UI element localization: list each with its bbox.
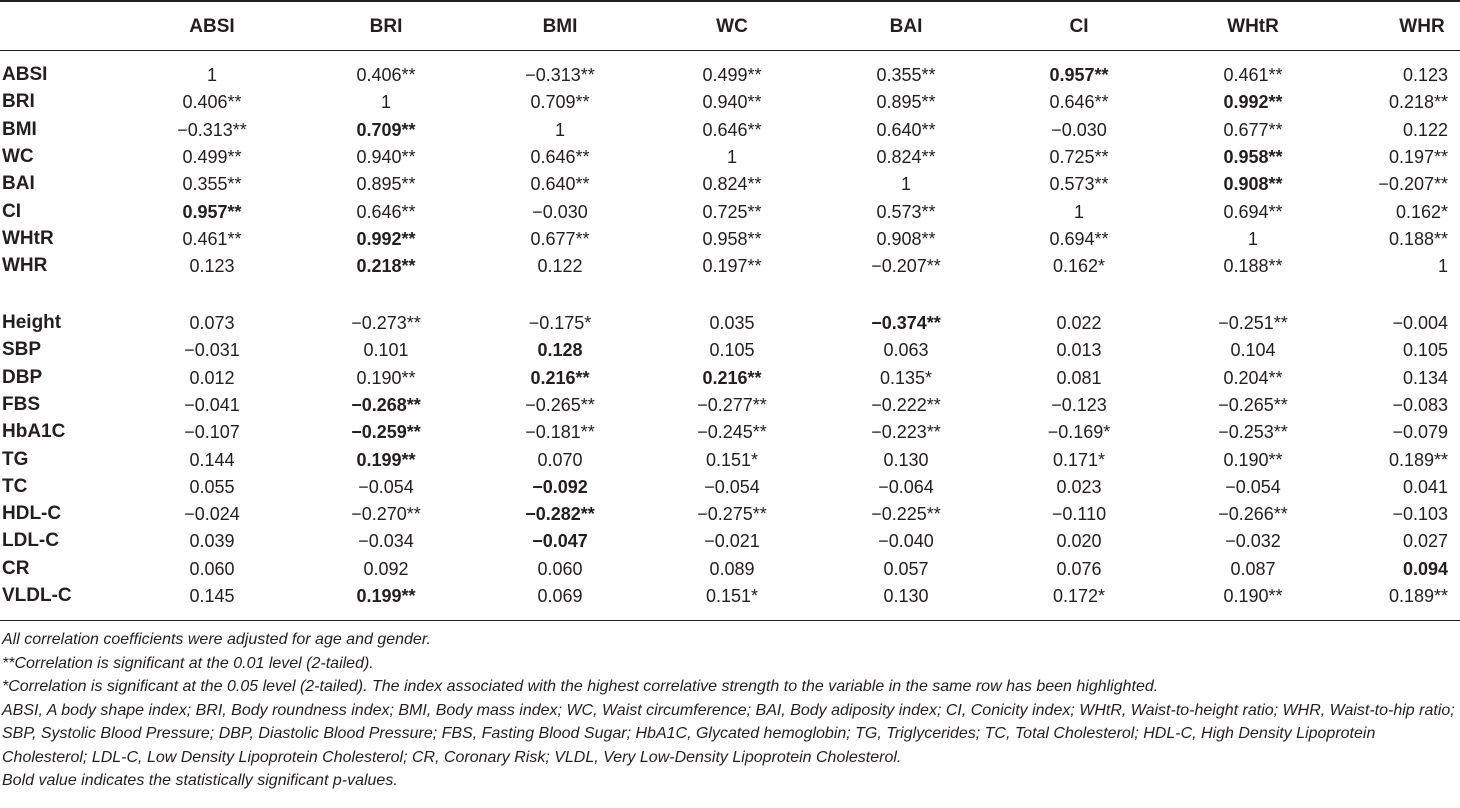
table-cell: 0.012 bbox=[189, 368, 235, 388]
table-cell: 0.355** bbox=[876, 65, 936, 85]
table-cell: 0.172* bbox=[1052, 586, 1106, 606]
table-cell: 0.725** bbox=[702, 202, 762, 222]
table-cell: −0.207** bbox=[871, 256, 941, 276]
table-cell: 0.204** bbox=[1223, 368, 1283, 388]
table-cell: 0.197** bbox=[1388, 147, 1448, 167]
row-label: Height bbox=[2, 312, 62, 333]
table-cell: 1 bbox=[554, 120, 566, 140]
table-cell: −0.253** bbox=[1218, 422, 1288, 442]
footnote: All correlation coefficients were adjusted for age and gender. bbox=[2, 631, 431, 648]
column-header: CI bbox=[1069, 16, 1089, 37]
row-label: SBP bbox=[2, 339, 42, 360]
table-cell: 0.134 bbox=[1402, 368, 1448, 388]
table-top-rule bbox=[0, 0, 1460, 2]
table-cell: 0.122 bbox=[537, 256, 583, 276]
table-cell: 0.216** bbox=[702, 368, 762, 388]
table-cell: 1 bbox=[380, 92, 392, 112]
row-label: BRI bbox=[2, 91, 35, 112]
table-cell: 0.123 bbox=[189, 256, 235, 276]
column-header: BRI bbox=[369, 16, 403, 37]
table-cell: 0.039 bbox=[189, 531, 235, 551]
table-cell: 0.957** bbox=[1049, 65, 1109, 85]
table-cell: 0.092 bbox=[363, 559, 409, 579]
table-cell: −0.083 bbox=[1392, 395, 1448, 415]
table-cell: 0.162* bbox=[1052, 256, 1106, 276]
table-cell: 1 bbox=[1437, 256, 1448, 276]
table-cell: −0.268** bbox=[351, 395, 421, 415]
table-cell: −0.034 bbox=[358, 531, 414, 551]
table-cell: 0.461** bbox=[182, 229, 242, 249]
table-cell: 0.709** bbox=[356, 120, 416, 140]
table-cell: −0.270** bbox=[351, 504, 421, 524]
table-cell: 0.218** bbox=[356, 256, 416, 276]
row-label: WHR bbox=[2, 255, 48, 276]
column-header: WHtR bbox=[1227, 16, 1279, 37]
table-cell: 0.013 bbox=[1056, 340, 1102, 360]
table-cell: −0.032 bbox=[1225, 531, 1281, 551]
column-header: BAI bbox=[889, 16, 923, 37]
table-cell: 1 bbox=[1073, 202, 1085, 222]
table-cell: −0.047 bbox=[532, 531, 588, 551]
table-cell: 0.646** bbox=[530, 147, 590, 167]
table-cell: −0.123 bbox=[1051, 395, 1107, 415]
table-cell: 0.640** bbox=[530, 174, 590, 194]
table-cell: 0.694** bbox=[1049, 229, 1109, 249]
table-cell: −0.273** bbox=[351, 313, 421, 333]
table-cell: 0.020 bbox=[1056, 531, 1102, 551]
table-cell: 0.130 bbox=[883, 450, 929, 470]
row-label: BAI bbox=[2, 173, 35, 194]
column-header: WHR bbox=[1399, 16, 1445, 37]
row-label: TG bbox=[2, 449, 29, 470]
table-cell: 0.123 bbox=[1402, 65, 1448, 85]
table-cell: 1 bbox=[726, 147, 738, 167]
table-cell: 0.188** bbox=[1388, 229, 1448, 249]
table-cell: 0.069 bbox=[537, 586, 583, 606]
table-cell: 0.218** bbox=[1388, 92, 1448, 112]
table-cell: −0.282** bbox=[525, 504, 595, 524]
table-cell: −0.054 bbox=[704, 477, 760, 497]
table-cell: 0.908** bbox=[876, 229, 936, 249]
table-cell: 0.171* bbox=[1052, 450, 1106, 470]
table-cell: 0.076 bbox=[1056, 559, 1102, 579]
table-cell: −0.004 bbox=[1392, 313, 1448, 333]
table-cell: −0.079 bbox=[1392, 422, 1448, 442]
table-cell: 1 bbox=[206, 65, 218, 85]
table-cell: −0.031 bbox=[184, 340, 240, 360]
table-cell: −0.030 bbox=[1051, 120, 1107, 140]
column-header: ABSI bbox=[189, 16, 235, 37]
row-label: ABSI bbox=[2, 64, 48, 85]
table-cell: −0.107 bbox=[184, 422, 240, 442]
table-cell: −0.251** bbox=[1218, 313, 1288, 333]
table-cell: 0.824** bbox=[702, 174, 762, 194]
table-cell: −0.040 bbox=[878, 531, 934, 551]
table-cell: 0.130 bbox=[883, 586, 929, 606]
table-cell: 0.089 bbox=[709, 559, 755, 579]
table-cell: 0.101 bbox=[363, 340, 409, 360]
table-cell: 0.197** bbox=[702, 256, 762, 276]
table-header-rule bbox=[0, 50, 1460, 51]
table-cell: 0.035 bbox=[709, 313, 755, 333]
table-cell: 0.189** bbox=[1388, 586, 1448, 606]
table-cell: 0.041 bbox=[1402, 477, 1448, 497]
table-cell: 1 bbox=[900, 174, 912, 194]
table-cell: −0.313** bbox=[177, 120, 247, 140]
table-cell: 0.992** bbox=[1223, 92, 1283, 112]
table-cell: 0.895** bbox=[876, 92, 936, 112]
table-cell: 0.057 bbox=[883, 559, 929, 579]
table-cell: −0.259** bbox=[351, 422, 421, 442]
table-cell: 0.128 bbox=[537, 340, 583, 360]
table-cell: 0.105 bbox=[1402, 340, 1448, 360]
table-cell: −0.024 bbox=[184, 504, 240, 524]
table-cell: −0.054 bbox=[1225, 477, 1281, 497]
table-cell: 0.063 bbox=[883, 340, 929, 360]
table-cell: −0.064 bbox=[878, 477, 934, 497]
table-cell: 0.499** bbox=[702, 65, 762, 85]
table-cell: 0.199** bbox=[356, 450, 416, 470]
table-cell: 0.145 bbox=[189, 586, 235, 606]
footnote: Bold value indicates the statistically significant p-values. bbox=[2, 772, 398, 789]
row-label: VLDL-C bbox=[2, 585, 72, 606]
row-label: FBS bbox=[2, 394, 40, 415]
table-cell: 0.055 bbox=[189, 477, 235, 497]
table-cell: 0.104 bbox=[1230, 340, 1276, 360]
table-cell: −0.266** bbox=[1218, 504, 1288, 524]
table-cell: −0.225** bbox=[871, 504, 941, 524]
table-cell: −0.275** bbox=[697, 504, 767, 524]
table-cell: 0.958** bbox=[1223, 147, 1283, 167]
table-cell: 0.144 bbox=[189, 450, 235, 470]
row-label: WC bbox=[2, 146, 34, 167]
table-cell: 0.105 bbox=[709, 340, 755, 360]
table-cell: 0.461** bbox=[1223, 65, 1283, 85]
table-cell: 0.190** bbox=[356, 368, 416, 388]
table-cell: −0.374** bbox=[871, 313, 941, 333]
table-cell: 0.023 bbox=[1056, 477, 1102, 497]
footnote: **Correlation is significant at the 0.01 level (2-tailed). bbox=[2, 654, 374, 672]
table-cell: 0.646** bbox=[356, 202, 416, 222]
table-cell: 0.499** bbox=[182, 147, 242, 167]
table-cell: 0.190** bbox=[1223, 450, 1283, 470]
table-cell: 0.895** bbox=[356, 174, 416, 194]
table-cell: 0.694** bbox=[1223, 202, 1283, 222]
table-cell: 0.188** bbox=[1223, 256, 1283, 276]
table-cell: 0.151* bbox=[705, 450, 759, 470]
table-footnotes bbox=[2, 628, 1458, 793]
table-cell: 0.162* bbox=[1395, 202, 1448, 222]
row-label: DBP bbox=[2, 367, 43, 388]
table-cell: −0.181** bbox=[525, 422, 595, 442]
table-cell: 0.709** bbox=[530, 92, 590, 112]
table-cell: 0.824** bbox=[876, 147, 936, 167]
table-cell: 0.070 bbox=[537, 450, 583, 470]
table-cell: 0.094 bbox=[1402, 559, 1448, 579]
table-cell: 0.216** bbox=[530, 368, 590, 388]
table-cell: 0.135* bbox=[879, 368, 933, 388]
table-cell: 0.908** bbox=[1223, 174, 1283, 194]
table-cell: 0.677** bbox=[530, 229, 590, 249]
table-cell: 0.406** bbox=[356, 65, 416, 85]
table-cell: 0.060 bbox=[537, 559, 583, 579]
table-cell: −0.223** bbox=[871, 422, 941, 442]
table-cell: 0.940** bbox=[702, 92, 762, 112]
row-label: CI bbox=[2, 201, 21, 222]
column-header: BMI bbox=[542, 16, 578, 37]
table-cell: 0.958** bbox=[702, 229, 762, 249]
table-cell: 0.355** bbox=[182, 174, 242, 194]
table-cell: −0.103 bbox=[1392, 504, 1448, 524]
table-cell: 0.573** bbox=[1049, 174, 1109, 194]
table-cell: 0.190** bbox=[1223, 586, 1283, 606]
footnote: *Correlation is significant at the 0.05 level (2-tailed). The index associated with the highest correlative strength to the variable in the same row has been highlighted. bbox=[2, 678, 1159, 695]
table-cell: 0.406** bbox=[182, 92, 242, 112]
row-label: LDL-C bbox=[2, 530, 59, 551]
table-cell: −0.054 bbox=[358, 477, 414, 497]
table-cell: 0.725** bbox=[1049, 147, 1109, 167]
row-label: HbA1C bbox=[2, 421, 66, 442]
table-cell: −0.021 bbox=[704, 531, 760, 551]
table-cell: −0.110 bbox=[1051, 504, 1107, 524]
footnote: ABSI, A body shape index; BRI, Body roundness index; BMI, Body mass index; WC, Waist circumference; BAI, Body adiposity index; CI, Conicity index; WHtR, Waist-to-height ratio; WHR, Waist-to-hip ratio; SBP, Systolic Blood Pressure; DBP, Diastolic Blood Pressure; FBS, Fasting Blood Sugar; HbA1C, Glycated hemoglobin; TG, Triglycerides; TC, Total Cholesterol; HDL-C, High Density Lipoprotein Cholesterol; LDL-C, Low Density Lipoprotein Cholesterol; CR, Coronary Risk; VLDL, Very Low-Density Lipoprotein Cholesterol. bbox=[2, 701, 1455, 766]
table-cell: −0.041 bbox=[184, 395, 240, 415]
table-cell: 0.122 bbox=[1402, 120, 1448, 140]
row-label: CR bbox=[2, 558, 30, 579]
table-cell: −0.245** bbox=[697, 422, 767, 442]
table-cell: −0.092 bbox=[532, 477, 588, 497]
table-cell: −0.207** bbox=[1378, 174, 1448, 194]
table-cell: 0.940** bbox=[356, 147, 416, 167]
table-cell: 0.640** bbox=[876, 120, 936, 140]
table-cell: 0.189** bbox=[1388, 450, 1448, 470]
table-cell: −0.222** bbox=[871, 395, 941, 415]
row-label: BMI bbox=[2, 119, 37, 140]
table-cell: 0.646** bbox=[702, 120, 762, 140]
table-cell: 0.081 bbox=[1056, 368, 1102, 388]
table-bottom-rule bbox=[0, 620, 1460, 621]
table-cell: −0.265** bbox=[525, 395, 595, 415]
table-cell: 1 bbox=[1247, 229, 1259, 249]
column-header: WC bbox=[716, 16, 748, 37]
table-cell: 0.087 bbox=[1230, 559, 1276, 579]
table-cell: −0.030 bbox=[532, 202, 588, 222]
table-cell: 0.646** bbox=[1049, 92, 1109, 112]
table-cell: −0.169* bbox=[1047, 422, 1111, 442]
row-label: HDL-C bbox=[2, 503, 62, 524]
table-cell: −0.277** bbox=[697, 395, 767, 415]
table-cell: 0.573** bbox=[876, 202, 936, 222]
table-cell: 0.073 bbox=[189, 313, 235, 333]
table-cell: −0.265** bbox=[1218, 395, 1288, 415]
table-cell: 0.151* bbox=[705, 586, 759, 606]
row-label: TC bbox=[2, 476, 28, 497]
table-cell: −0.175* bbox=[528, 313, 592, 333]
table-cell: 0.027 bbox=[1402, 531, 1448, 551]
table-cell: −0.313** bbox=[525, 65, 595, 85]
table-cell: 0.677** bbox=[1223, 120, 1283, 140]
table-cell: 0.060 bbox=[189, 559, 235, 579]
row-label: WHtR bbox=[2, 228, 54, 249]
table-cell: 0.022 bbox=[1056, 313, 1102, 333]
table-cell: 0.992** bbox=[356, 229, 416, 249]
table-cell: 0.957** bbox=[182, 202, 242, 222]
table-cell: 0.199** bbox=[356, 586, 416, 606]
